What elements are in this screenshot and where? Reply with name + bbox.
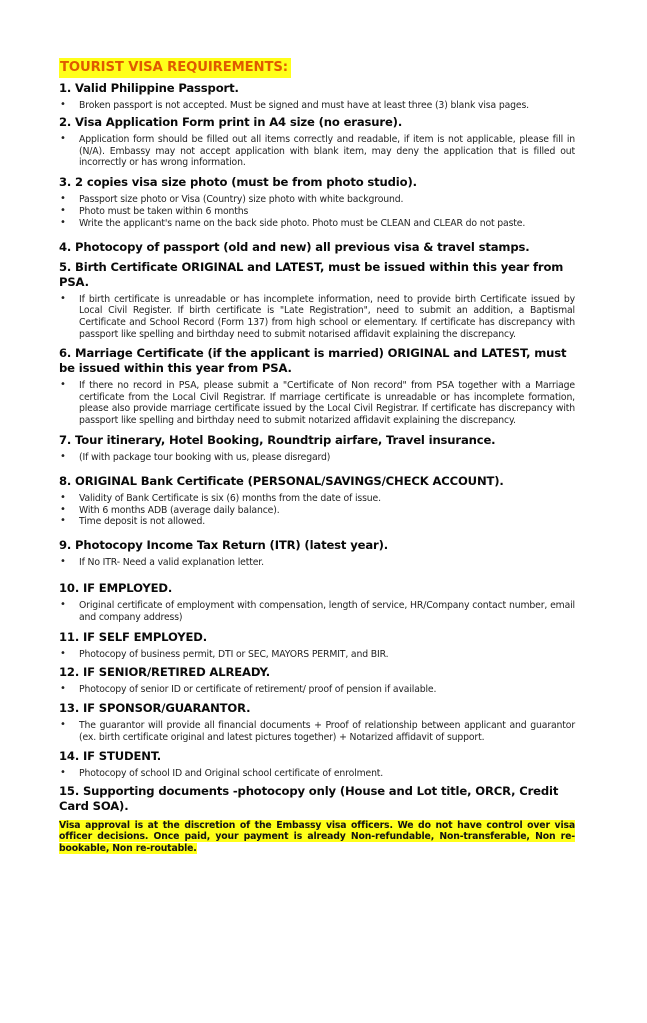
requirement-section	[59, 81, 575, 112]
bullet-item	[59, 206, 575, 218]
bullet-icon: •	[60, 598, 66, 610]
requirement-heading: 1. Valid Philippine Passport.	[59, 81, 239, 95]
bullet-icon: •	[60, 292, 66, 304]
bullet-text: If there no record in PSA, please submit a "Certificate of Non record" from PSA together with a Marriage certificate from the Local Civil Registrar. If marriage certificate is unreadable or has incomplete formation, please also provide marriage certificate issued by the Local Civil Registrar. If certificate has discrepancy with passport like spelling and birthday need to submit notarized affidavit explaining the discrepancy.	[79, 379, 575, 427]
bullet-icon: •	[60, 216, 66, 228]
bullet-text: Application form should be filled out all items correctly and readable, if item is not applicable, please fill in (N/A). Embassy may not accept application with blank item, may deny the application that is filled out incorrectly or has wrong information.	[79, 133, 575, 169]
requirement-heading: 4. Photocopy of passport (old and new) all previous visa & travel stamps.	[59, 239, 530, 254]
requirement-section	[59, 433, 575, 464]
bullet-text: Photocopy of business permit, DTI or SEC, MAYORS PERMIT, and BIR.	[79, 648, 389, 660]
requirement-heading: 15. Supporting documents -photocopy only (House and Lot title, ORCR, Credit Card SOA).	[59, 783, 559, 813]
requirement-section	[59, 240, 575, 255]
bullet-text: Photocopy of school ID and Original school certificate of enrolment.	[79, 767, 384, 779]
requirements-list	[59, 81, 575, 814]
bullet-text: Write the applicant's name on the back side photo. Photo must be CLEAN and CLEAR do not paste.	[79, 217, 526, 229]
requirement-heading: 7. Tour itinerary, Hotel Booking, Roundtrip airfare, Travel insurance.	[59, 432, 496, 447]
requirement-section	[59, 538, 575, 569]
requirement-bullets	[59, 380, 575, 427]
bullet-item	[59, 649, 575, 661]
bullet-item	[59, 493, 575, 505]
requirement-bullets	[59, 194, 575, 229]
bullet-text: If No ITR- Need a valid explanation letter.	[79, 557, 264, 569]
bullet-icon: •	[60, 766, 66, 778]
disclaimer-note	[59, 820, 575, 855]
requirement-section	[59, 115, 575, 169]
requirement-heading: 3. 2 copies visa size photo (must be from photo studio).	[59, 175, 417, 190]
bullet-icon: •	[60, 556, 66, 568]
bullet-item	[59, 505, 575, 517]
requirement-bullets	[59, 649, 575, 661]
requirement-section	[59, 665, 575, 696]
bullet-icon: •	[60, 193, 66, 205]
bullet-item	[59, 194, 575, 206]
requirement-heading: 9. Photocopy Income Tax Return (ITR) (latest year).	[59, 538, 388, 553]
requirement-section	[59, 175, 575, 229]
requirement-heading: 13. IF SPONSOR/GUARANTOR.	[59, 701, 251, 716]
bullet-text: With 6 months ADB (average daily balance).	[79, 504, 280, 516]
bullet-icon: •	[60, 378, 66, 390]
bullet-icon: •	[60, 683, 66, 695]
requirement-heading: 12. IF SENIOR/RETIRED ALREADY.	[59, 665, 271, 680]
requirement-bullets	[59, 294, 575, 341]
requirement-heading: 14. IF STUDENT.	[59, 748, 162, 763]
bullet-text: If birth certificate is unreadable or has incomplete information, need to provide birth Certificate issued by Local Civil Register. If birth certificate is "Late Registration", need to submit an addition, a Baptismal Certificate and School Record (Form 137) from high school or elementary. If certificate has discrepancy with passport like spelling and birthday need to submit notarised affidavit explaining the discrepancy.	[79, 293, 575, 340]
requirement-bullets	[59, 493, 575, 528]
bullet-item	[59, 516, 575, 528]
requirement-section	[59, 581, 575, 624]
document-title: TOURIST VISA REQUIREMENTS:	[59, 58, 291, 78]
requirement-heading: 5. Birth Certificate ORIGINAL and LATEST, must be issued within this year from PSA.	[59, 259, 564, 289]
bullet-item	[59, 600, 575, 624]
requirement-bullets	[59, 684, 575, 696]
requirement-heading: 10. IF EMPLOYED.	[59, 580, 173, 595]
bullet-icon: •	[60, 515, 66, 527]
requirement-heading: 11. IF SELF EMPLOYED.	[59, 629, 208, 644]
bullet-item	[59, 134, 575, 169]
requirement-heading: 6. Marriage Certificate (if the applicant is married) ORIGINAL and LATEST, must be issued within this year from PSA.	[59, 345, 567, 375]
requirement-heading: 2. Visa Application Form print in A4 size (no erasure).	[59, 114, 403, 129]
bullet-text: Original certificate of employment with compensation, length of service, HR/Company contact number, email and company address)	[79, 599, 575, 623]
requirement-heading: 8. ORIGINAL Bank Certificate (PERSONAL/SAVINGS/CHECK ACCOUNT).	[59, 473, 504, 488]
bullet-text: Validity of Bank Certificate is six (6) months from the date of issue.	[79, 492, 381, 504]
bullet-item	[59, 294, 575, 341]
requirement-bullets	[59, 768, 575, 780]
bullet-item	[59, 100, 575, 112]
bullet-text: The guarantor will provide all financial documents + Proof of relationship between applicant and guarantor (ex. birth certificate original and latest pictures together) + Notarized affidavit of support.	[79, 720, 575, 743]
bullet-text: (If with package tour booking with us, please disregard)	[79, 451, 331, 463]
requirement-bullets	[59, 100, 575, 112]
bullet-text: Passport size photo or Visa (Country) size photo with white background.	[79, 194, 404, 206]
bullet-text: Photocopy of senior ID or certificate of retirement/ proof of pension if available.	[79, 684, 437, 696]
bullet-text: Time deposit is not allowed.	[79, 516, 206, 528]
bullet-text: Photo must be taken within 6 months	[79, 205, 249, 217]
requirement-bullets	[59, 600, 575, 624]
bullet-icon: •	[60, 491, 66, 503]
requirement-bullets	[59, 720, 575, 744]
bullet-icon: •	[60, 204, 66, 216]
bullet-icon: •	[60, 450, 66, 462]
disclaimer-text: Visa approval is at the discretion of the Embassy visa officers. We do not have control over visa officer decisions. Once paid, your payment is already Non-refundable, Non-transferable, Non re-bookable, Non re-routable.	[59, 819, 575, 855]
bullet-text: Broken passport is not accepted. Must be signed and must have at least three (3) blank visa pages.	[79, 100, 529, 111]
bullet-icon: •	[60, 503, 66, 515]
requirement-section	[59, 260, 575, 341]
requirement-section	[59, 784, 575, 814]
bullet-item	[59, 720, 575, 744]
bullet-item	[59, 684, 575, 696]
bullet-item	[59, 452, 575, 464]
requirement-bullets	[59, 557, 575, 569]
bullet-icon: •	[60, 647, 66, 659]
bullet-icon: •	[60, 132, 66, 144]
requirement-section	[59, 701, 575, 744]
bullet-icon: •	[60, 719, 66, 731]
requirement-section	[59, 749, 575, 780]
bullet-item	[59, 380, 575, 427]
bullet-item	[59, 557, 575, 569]
requirement-section	[59, 346, 575, 427]
requirement-bullets	[59, 134, 575, 169]
bullet-item	[59, 768, 575, 780]
requirement-section	[59, 630, 575, 661]
requirements-document	[59, 56, 575, 855]
requirement-section	[59, 474, 575, 528]
bullet-icon: •	[60, 99, 66, 110]
requirement-bullets	[59, 452, 575, 464]
bullet-item	[59, 218, 575, 230]
